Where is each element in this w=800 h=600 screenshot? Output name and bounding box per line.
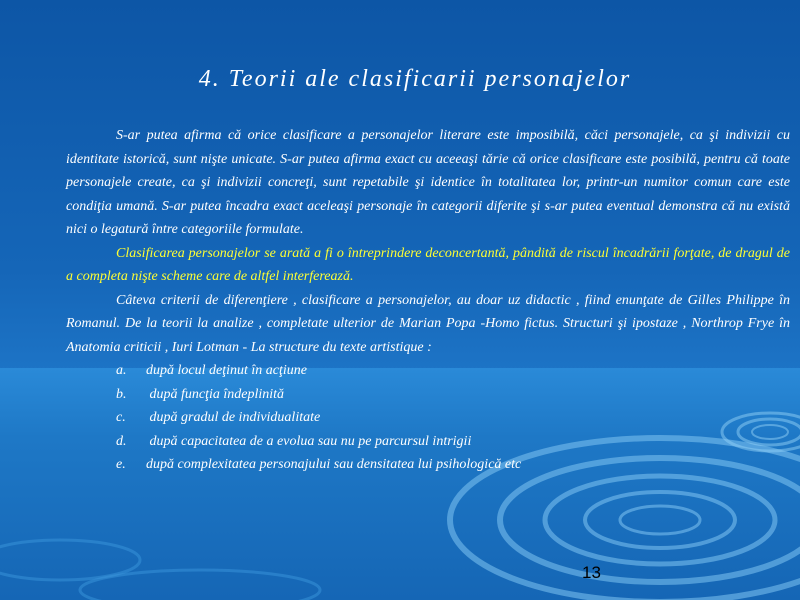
paragraph-1: S-ar putea afirma că orice clasificare a personajelor literare este imposibilă, căci personajele, ca şi indivizii cu identitate istorică, sunt nişte unicate. S-ar putea afirma exact cu aceeaşi tărie că orice clasificare este posibilă, pentru că toate personajele create, ca şi indivizii concreţi, sunt repetabile şi identice în totalitatea lor, printr-un numitor comun care este condiţia umană. S-ar putea încadra exact aceleaşi personaje în categorii diferite şi s-ar putea eventual demonstra că nu există nici o legatură între categoriile formulate. [66,128,790,237]
list-item [66,383,790,407]
list-item-letter: c. [116,410,126,425]
page-number: 13 [582,563,601,582]
slide-title: 4. Teorii ale clasificarii personajelor [198,66,632,92]
list-item-letter: e. [116,457,126,472]
paragraph-2-highlighted: Clasificarea personajelor se arată a fi o întreprindere deconcertantă, pândită de riscul încadrării forţate, de dragul de a completa nişte scheme care de altfel interferează. [66,245,790,284]
list-item [66,430,790,454]
list-item [66,453,790,477]
list-item [66,359,790,383]
list-item-letter: d. [116,433,127,449]
list-item-text: după locul deţinut în acţiune [146,363,307,378]
list-item-letter: a. [116,363,127,378]
list-item-text: după funcţia îndeplinită [146,386,285,402]
list-item-letter: b. [116,386,127,402]
list-item-text: după gradul de individualitate [146,410,321,425]
criteria-list [66,359,790,477]
slide-body [66,124,790,477]
list-item-text: după capacitatea de a evolua sau nu pe parcursul intrigii [146,433,472,449]
paragraph-3: Câteva criterii de diferenţiere , clasificare a personajelor, au doar uz didactic , fiind enunţate de Gilles Philippe în Romanul. De la teorii la analize , completate ulterior de Marian Popa -Homo fictus. Structuri şi ipostaze , Northrop Frye în Anatomia criticii , Iuri Lotman - La structure du texte artistique : [66,292,790,355]
list-item-text: după complexitatea personajului sau densitatea lui psihologică etc [146,457,522,472]
list-item [66,406,790,430]
